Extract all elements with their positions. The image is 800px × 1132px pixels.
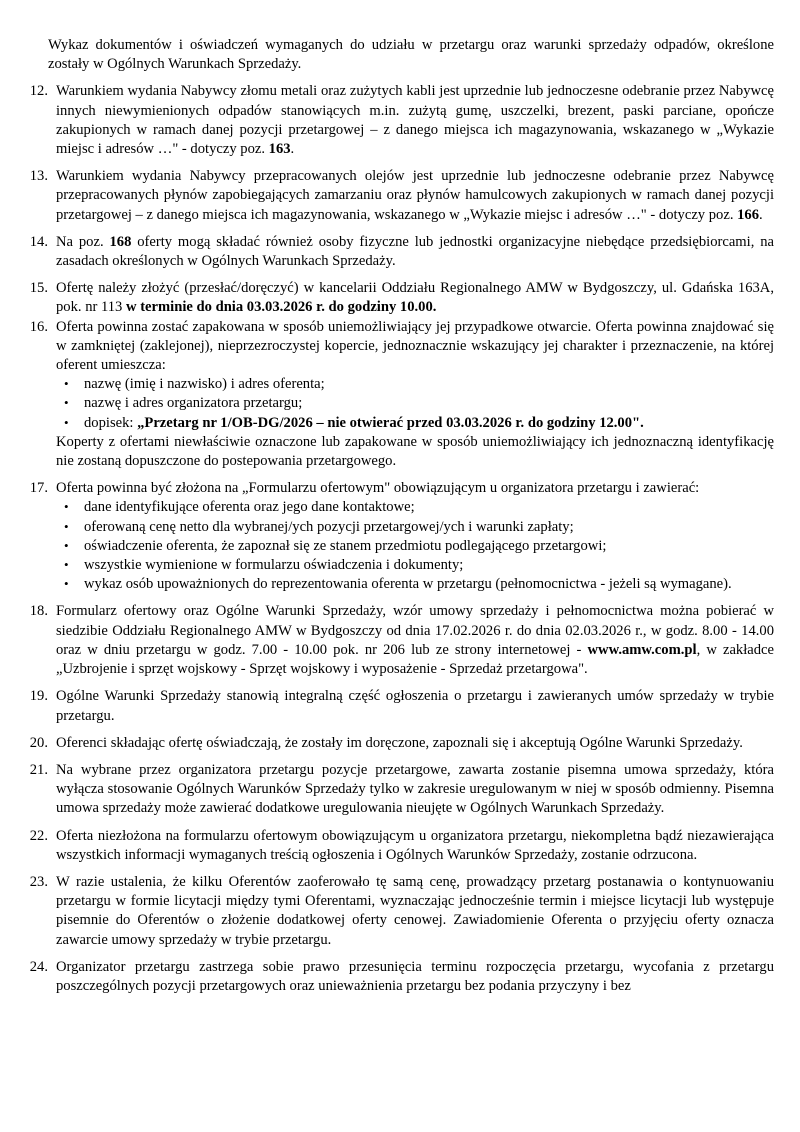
item-bold-value: 163 [268, 141, 291, 158]
list-item-number: 19. [29, 688, 48, 705]
page-bottom-spacer [24, 1004, 774, 1014]
list-item-text: Organizator przetargu zastrzega sobie prawo przesunięcia terminu rozpoczęcia przetargu, wycofania z przetargu poszczególnych pozycji przetargowych oraz unieważnienia przetargu bez podania przyczyny i bez [56, 958, 774, 994]
item-text-lead: Warunkiem wydania Nabywcy złomu metali oraz zużytych kabli jest uprzednie lub jednoczesne odebranie przez Nabywcę innych niewymienionych odpadów stanowiących m.in. zużytą gumę, uszczelki, brezent, paski parciane, opończe zakupionych w ramach danej pozycji przetargowej – z danego miejsca ich magazynowania, wskazanego w „Wykazie miejsc i adresów …" - dotyczy poz. [56, 83, 774, 158]
list-item-text: W razie ustalenia, że kilku Oferentów zaoferowało tę samą cenę, prowadzący przetarg postanawia o kontynuowaniu przetargu w formie licytacji między tymi Oferentami, wyznaczając jednocześnie termin i miejsce licytacji lub występuje pisemnie do Oferentów o złożenie dodatkowej oferty cenowej. Zawiadomienie Oferenta o przyjęciu oferty oznacza zawarcie umowy sprzedaży w trybie przetargu. [56, 873, 774, 948]
bullet-item [56, 414, 774, 433]
website-url: www.amw.com.pl [587, 641, 697, 658]
item-text-lead: Warunkiem wydania Nabywcy przepracowanych olejów jest uprzednie lub jednoczesne odebranie przez Nabywcę przepracowanych płynów zapobiegających zamarzaniu oraz płynów hamulcowych zakupionych w ramach danej pozycji przetargowej – z danego miejsca ich magazynowania, wskazanego w „Wykazie miejsc i adresów …" - dotyczy poz. [56, 168, 774, 223]
item-intro: Oferta powinna być złożona na „Formularzu ofertowym" obowiązującym u organizatora przetargu i zawierać: [56, 480, 700, 497]
list-item [24, 167, 774, 225]
list-item-text: Oferenci składając ofertę oświadczają, że zostały im doręczone, zapoznali się i akceptują Ogólne Warunki Sprzedaży. [56, 734, 743, 751]
lead-paragraph: Wykaz dokumentów i oświadczeń wymaganych do udziału w przetargu oraz warunki sprzedaży odpadów, określone zostały w Ogólnych Warunkach Sprzedaży. [48, 37, 774, 73]
bullet-item [56, 556, 774, 575]
list-item-number: 14. [29, 233, 48, 250]
item-intro: Oferta powinna zostać zapakowana w sposób uniemożliwiający jej przypadkowe otwarcie. Oferta powinna znajdować się w zamkniętej (zaklejonej), nieprzezroczystej kopercie, jednoznacznie wskazujący jej charakter i przeznaczenie, na której oferent umieszcza: [56, 318, 774, 374]
list-item-number: 18. [29, 603, 48, 620]
bullet-text: nazwę (imię i nazwisko) i adres oferenta; [84, 376, 325, 393]
list-item [24, 958, 774, 996]
list-item-number: 12. [29, 83, 48, 100]
list-item-text [56, 279, 774, 317]
bullet-item [56, 518, 774, 537]
bullet-text: dopisek: [84, 414, 138, 431]
bullet-text: oferowaną cenę netto dla wybranej/ych pozycji przetargowej/ych i warunki zapłaty; [84, 518, 574, 535]
item-closing-paragraph: Koperty z ofertami niewłaściwie oznaczone lub zapakowane w sposób uniemożliwiający ich jednoznaczną identyfikację nie zostaną dopuszczone do postepowania przetargowego. [56, 433, 774, 470]
list-item [24, 687, 774, 725]
list-item-number: 23. [29, 873, 48, 890]
list-item [24, 82, 774, 159]
document-body [24, 36, 774, 1014]
list-item-text: Oferta niezłożona na formularzu ofertowym obowiązującym u organizatora przetargu, niekompletna bądź niezawierająca wszystkich informacji wymaganych treścią ogłoszenia i Ogólnych Warunków Sprzedaży, zostanie odrzucona. [56, 827, 774, 863]
item-text-lead: Formularz ofertowy oraz Ogólne Warunki Sprzedaży, wzór umowy sprzedaży i pełnomocnictwa można pobierać w siedzibie Oddziału Regionalnego AMW w Bydgoszczy od dnia 17.02.2026 r. do dnia 02.03.2026 r., w godz. 8.00 - 14.00 oraz w dniu przetargu w godz. 7.00 - 10.00 pok. nr 206 lub ze strony internetowej - [56, 603, 774, 658]
bullet-text: wszystkie wymienione w formularzu oświadczenia i dokumenty; [84, 557, 464, 574]
bullet-text: wykaz osób upoważnionych do reprezentowania oferenta w przetargu (pełnomocnictwa - jeżeli są wymagane). [84, 576, 732, 593]
bullet-text: nazwę i adres organizatora przetargu; [84, 395, 303, 412]
list-item-number: 20. [29, 734, 48, 751]
bullet-list [56, 498, 774, 594]
list-item [24, 233, 774, 271]
list-item [24, 761, 774, 819]
item-text-tail: , w zakładce „Uzbrojenie i sprzęt wojskowy - Sprzęt wojskowy i wyposażenie - Sprzedaż przetargowa". [56, 641, 774, 678]
list-item [24, 602, 774, 679]
list-item-number: 13. [29, 168, 48, 185]
item-text-tail: . [290, 141, 295, 158]
bullet-item [56, 575, 774, 594]
item-text-tail: . [759, 206, 763, 223]
bullet-item [56, 394, 774, 413]
list-item [24, 873, 774, 950]
item-bold-value: 166 [737, 206, 760, 223]
item-text-lead: Na poz. [56, 233, 110, 250]
list-item-text: Ogólne Warunki Sprzedaży stanowią integralną część ogłoszenia o przetargu i zawieranych umów sprzedaży w trybie przetargu. [56, 688, 774, 724]
list-item-text: Na wybrane przez organizatora przetargu pozycje przetargowe, zawarta zostanie pisemna umowa sprzedaży, która wyłącza stosowanie Ogólnych Warunków Sprzedaży tylko w zakresie uregulowanym w niej w sposób odmienny. Pisemna umowa sprzedaży może zawierać dodatkowe uregulowania nieujęte w Ogólnych Warunkach Sprzedaży. [56, 761, 774, 817]
list-item-number: 22. [29, 827, 48, 844]
list-item-text [56, 233, 774, 271]
item-bold-deadline: w terminie do dnia 03.03.2026 r. do godziny 10.00. [126, 299, 437, 316]
bullet-text: oświadczenie oferenta, że zapoznał się ze stanem przedmiotu podlegającego przetargowi; [84, 537, 607, 554]
bullet-text: dane identyfikujące oferenta oraz jego dane kontaktowe; [84, 499, 415, 516]
list-item [24, 279, 774, 317]
bullet-bold-text: „Przetarg nr 1/OB-DG/2026 – nie otwierać przed 03.03.2026 r. do godziny 12.00". [137, 414, 644, 431]
list-item [24, 318, 774, 472]
item-text-tail: oferty mogą składać również osoby fizyczne lub jednostki organizacyjne niebędące przedsiębiorcami, na zasadach określonych w Ogólnych Warunkach Sprzedaży. [56, 233, 774, 270]
list-item-number: 17. [29, 480, 48, 497]
list-item-text [56, 167, 774, 225]
bullet-item [56, 498, 774, 517]
bullet-item [56, 375, 774, 394]
list-item-number: 15. [29, 280, 48, 297]
list-item [24, 734, 774, 753]
list-item-text [56, 82, 774, 159]
list-item-text [56, 318, 774, 472]
bullet-list [56, 375, 774, 433]
list-item-text [56, 602, 774, 679]
list-item [24, 827, 774, 865]
item-bold-value: 168 [109, 233, 132, 250]
item-text-lead: Ofertę należy złożyć (przesłać/doręczyć) w kancelarii Oddziału Regionalnego AMW w Bydgoszczy, ul. Gdańska 163A, pok. nr 113 [56, 280, 774, 316]
list-item-number: 24. [29, 958, 48, 975]
list-item-number: 16. [29, 318, 48, 335]
list-item [24, 479, 774, 594]
list-item-text [56, 479, 774, 594]
list-item-number: 21. [29, 761, 48, 778]
bullet-item [56, 537, 774, 556]
